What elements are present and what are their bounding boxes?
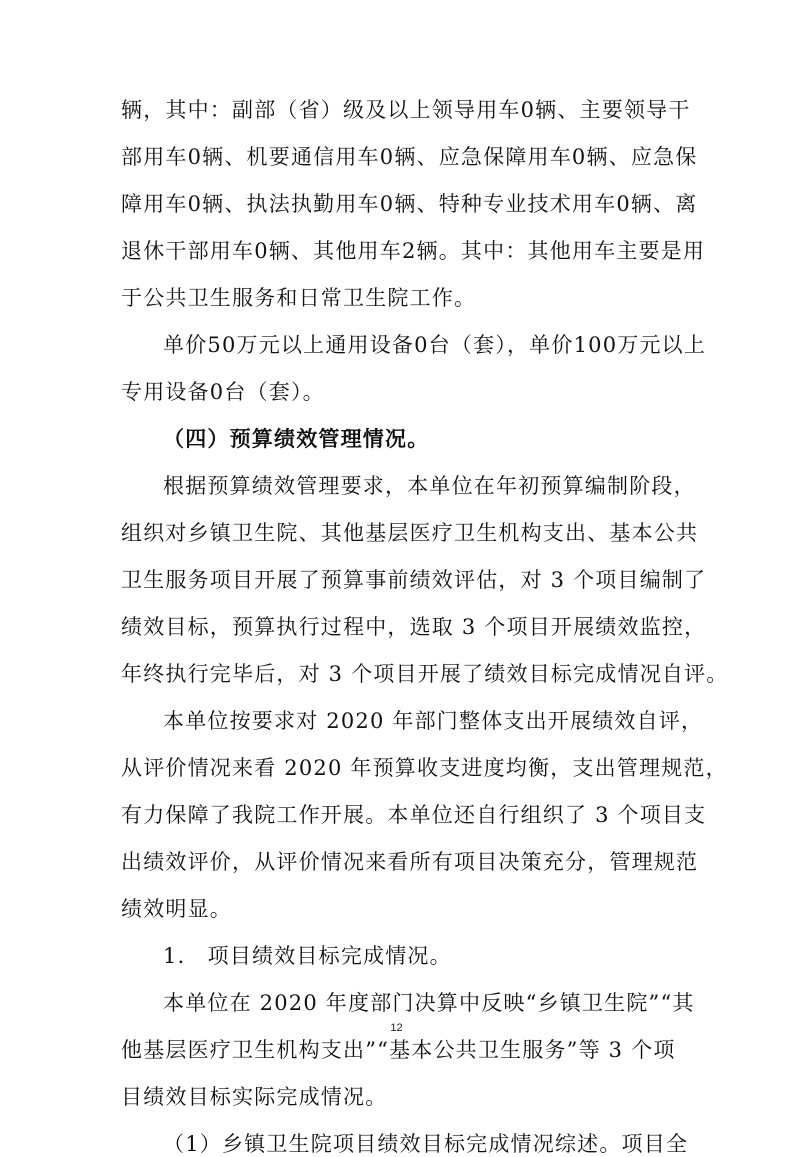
section-heading: （四）预算绩效管理情况。	[163, 426, 430, 451]
body-text-line: 有力保障了我院工作开展。本单位还自行组织了 3 个项目支	[121, 803, 707, 827]
page-number: 12	[390, 1022, 403, 1034]
body-text-line: 出绩效评价，从评价情况来看所有项目决策充分，管理规范	[121, 850, 699, 874]
body-text-line: 单价50万元以上通用设备0台（套），单价100万元以上	[163, 333, 707, 357]
body-text-line: 障用车0辆、执法执勤用车0辆、特种专业技术用车0辆、离	[121, 192, 698, 216]
body-text-line: 目绩效目标实际完成情况。	[121, 1085, 388, 1109]
body-text-line: 本单位按要求对 2020 年部门整体支出开展绩效自评，	[163, 709, 704, 733]
body-text-line: 根据预算绩效管理要求，本单位在年初预算编制阶段，	[163, 474, 696, 498]
body-text-line: 他基层医疗卫生机构支出”“基本公共卫生服务”等 3 个项	[121, 1038, 676, 1062]
body-text-line: 于公共卫生服务和日常卫生院工作。	[121, 286, 477, 310]
body-text-line: 绩效目标，预算执行过程中，选取 3 个项目开展绩效监控，	[121, 615, 707, 639]
body-text-line: 辆，其中：副部（省）级及以上领导用车0辆、主要领导干	[121, 98, 691, 122]
body-text-line: 年终执行完毕后，对 3 个项目开展了绩效目标完成情况自评。	[121, 662, 729, 686]
body-text-line: 部用车0辆、机要通信用车0辆、应急保障用车0辆、应急保	[121, 145, 698, 169]
body-text-line: 专用设备0台（套）。	[121, 380, 325, 404]
body-text-line: 退休干部用车0辆、其他用车2辆。其中：其他用车主要是用	[121, 239, 706, 263]
body-text-line: 从评价情况来看 2020 年预算收支进度均衡，支出管理规范，	[121, 756, 728, 780]
body-text-line: 本单位在 2020 年度部门决算中反映“乡镇卫生院”“其	[163, 991, 695, 1015]
body-text-line: 绩效明显。	[121, 897, 232, 921]
numbered-subheading: 1. 项目绩效目标完成情况。	[163, 944, 452, 968]
body-text-line: 组织对乡镇卫生院、其他基层医疗卫生机构支出、基本公共	[121, 521, 699, 545]
body-text-line: （1）乡镇卫生院项目绩效目标完成情况综述。项目全	[163, 1132, 689, 1156]
body-text-line: 卫生服务项目开展了预算事前绩效评估，对 3 个项目编制了	[121, 568, 707, 592]
